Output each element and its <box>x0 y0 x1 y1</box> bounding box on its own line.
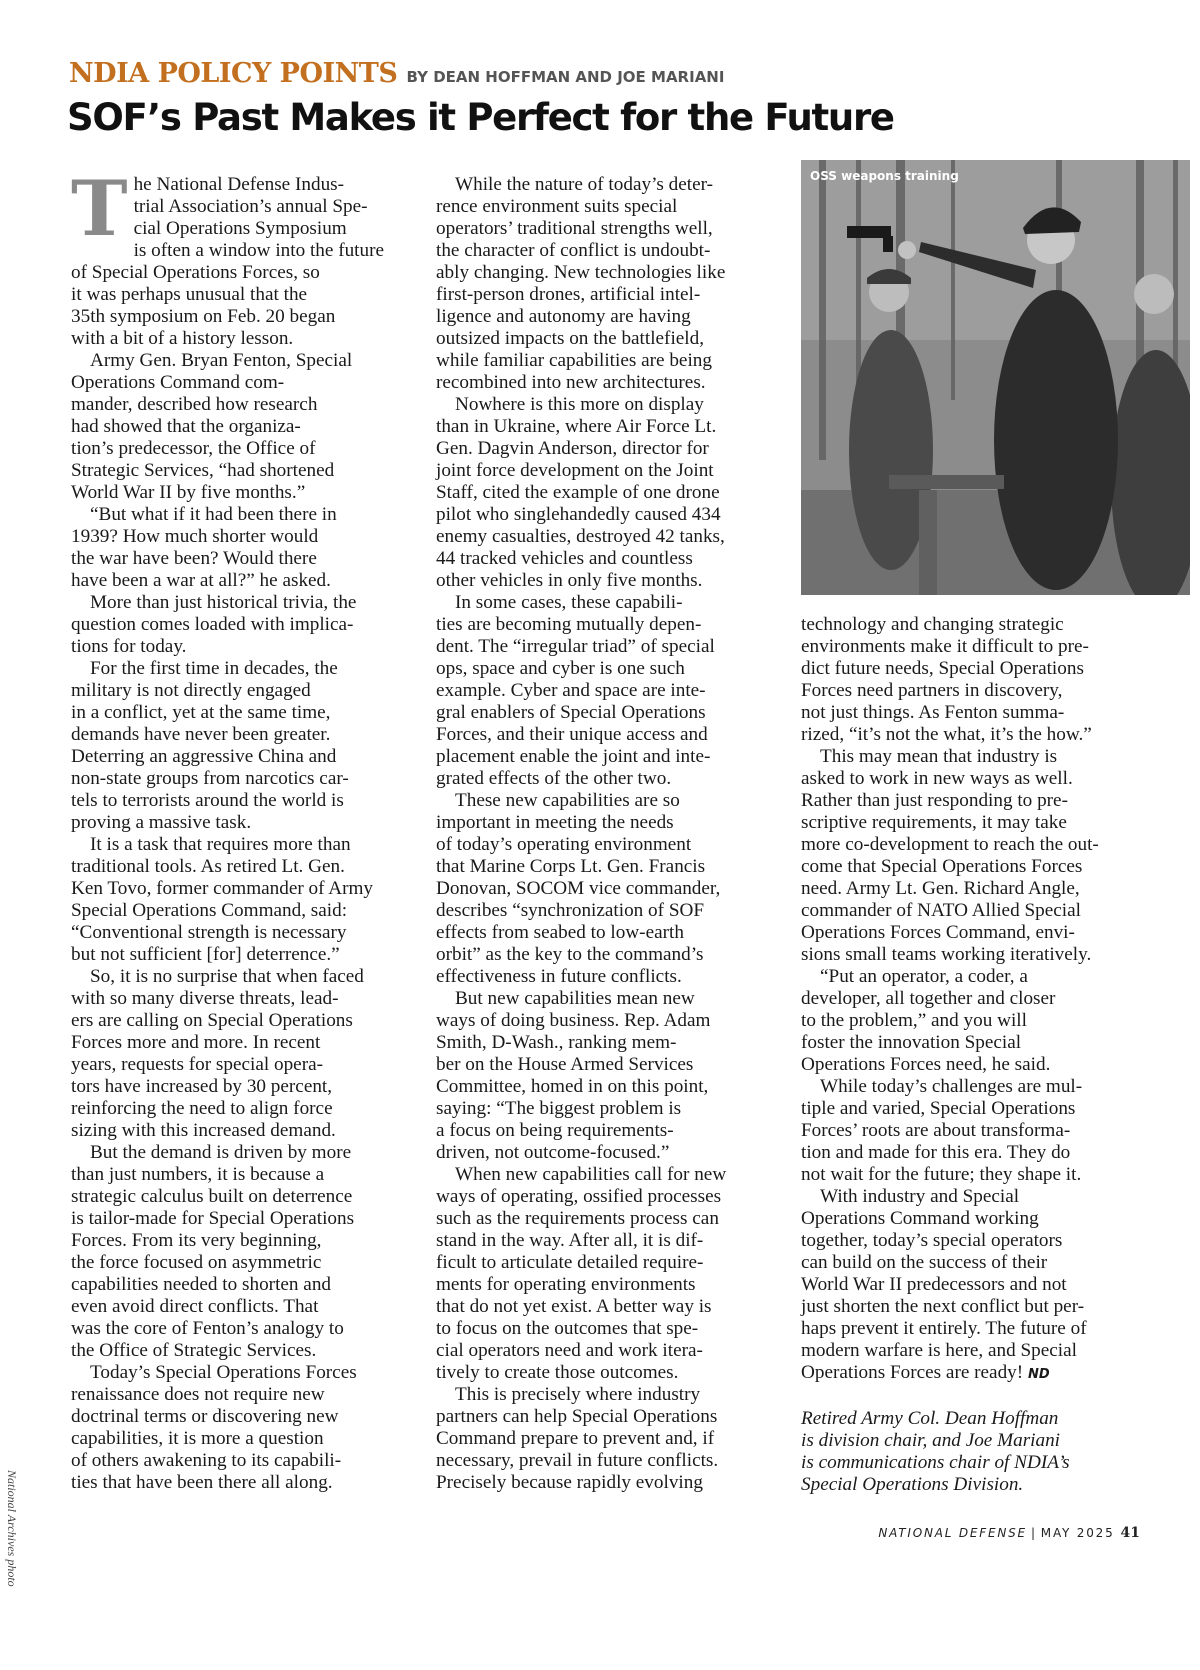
text-line: ways of doing business. Rep. Adam <box>436 1010 711 1031</box>
text-line: Nowhere is this more on display <box>455 394 704 415</box>
text-line: 35th symposium on Feb. 20 began <box>71 306 336 327</box>
text-line: enemy casualties, destroyed 42 tanks, <box>436 526 725 547</box>
text-line: important in meeting the needs <box>436 812 674 833</box>
byline: BY DEAN HOFFMAN AND JOE MARIANI <box>406 68 725 86</box>
text-line: tively to create those outcomes. <box>436 1362 679 1383</box>
text-line: outsized impacts on the battlefield, <box>436 328 705 349</box>
author-bio <box>801 1408 1133 1496</box>
text-line: need. Army Lt. Gen. Richard Angle, <box>801 878 1080 899</box>
text-line: come that Special Operations Forces <box>801 856 1083 877</box>
text-line: ments for operating environments <box>436 1274 696 1295</box>
text-line: first-person drones, artificial intel- <box>436 284 701 305</box>
text-line: a focus on being requirements- <box>436 1120 674 1141</box>
text-line: effects from seabed to low-earth <box>436 922 684 943</box>
text-line: Ken Tovo, former commander of Army <box>71 878 374 899</box>
text-line: he National Defense Indus- <box>133 174 345 195</box>
text-line: renaissance does not require new <box>71 1384 325 1405</box>
text-line: ops, space and cyber is one such <box>436 658 685 679</box>
text-line: Command prepare to prevent and, if <box>436 1428 715 1449</box>
text-line: Donovan, SOCOM vice commander, <box>436 878 721 899</box>
text-line: But the demand is driven by more <box>90 1142 352 1163</box>
text-line: foster the innovation Special <box>801 1032 1022 1053</box>
text-line: technology and changing strategic <box>801 614 1064 635</box>
drop-cap: T <box>71 164 128 253</box>
text-line: of others awakening to its capabili- <box>71 1450 342 1471</box>
text-line: in a conflict, yet at the same time, <box>71 702 331 723</box>
text-line: than in Ukraine, where Air Force Lt. <box>436 416 717 437</box>
photo-caption: OSS weapons training <box>810 169 959 183</box>
text-line: This may mean that industry is <box>820 746 1058 767</box>
text-line: not just things. As Fenton summa- <box>801 702 1065 723</box>
text-line: capabilities needed to shorten and <box>71 1274 332 1295</box>
text-line: pilot who singlehandedly caused 434 <box>436 504 721 525</box>
text-line: Special Operations Command, said: <box>71 900 348 921</box>
text-line: than just numbers, it is because a <box>71 1164 325 1185</box>
text-line: traditional tools. As retired Lt. Gen. <box>71 856 345 877</box>
text-line: example. Cyber and space are inte- <box>436 680 706 701</box>
text-line: environments make it difficult to pre- <box>801 636 1089 657</box>
text-line: the war have been? Would there <box>71 548 317 569</box>
text-line: strategic calculus built on deterrence <box>71 1186 353 1207</box>
bio-line: is division chair, and Joe Mariani <box>801 1430 1061 1451</box>
text-line: capabilities, it is more a question <box>71 1428 324 1449</box>
text-line: Smith, D-Wash., ranking mem- <box>436 1032 677 1053</box>
text-line: But new capabilities mean new <box>455 988 695 1009</box>
text-line: World War II by five months.” <box>71 482 306 503</box>
text-line: the force focused on asymmetric <box>71 1252 322 1273</box>
text-line: Staff, cited the example of one drone <box>436 482 720 503</box>
text-line: gral enablers of Special Operations <box>436 702 706 723</box>
text-line: doctrinal terms or discovering new <box>71 1406 339 1427</box>
text-line: tions for today. <box>71 636 187 657</box>
text-line: just shorten the next conflict but per- <box>801 1296 1085 1317</box>
text-line: sions small teams working iteratively. <box>801 944 1092 965</box>
text-line: Forces, and their unique access and <box>436 724 708 745</box>
photo-illustration <box>801 160 1190 595</box>
text-line: saying: “The biggest problem is <box>436 1098 682 1119</box>
footer-separator: | <box>1030 1526 1037 1540</box>
text-line: Strategic Services, “had shortened <box>71 460 335 481</box>
text-line: proving a massive task. <box>71 812 252 833</box>
text-line: cial Operations Symposium <box>133 218 347 239</box>
publication-name: NATIONAL DEFENSE <box>878 1526 1027 1540</box>
text-line: It is a task that requires more than <box>90 834 351 855</box>
bio-line: Retired Army Col. Dean Hoffman <box>801 1408 1059 1429</box>
text-line: Forces’ roots are about transforma- <box>801 1120 1071 1141</box>
text-line: necessary, prevail in future conflicts. <box>436 1450 719 1471</box>
text-line: that Marine Corps Lt. Gen. Francis <box>436 856 706 877</box>
text-line: developer, all together and closer <box>801 988 1056 1009</box>
text-line: placement enable the joint and inte- <box>436 746 711 767</box>
text-line <box>801 1362 1133 1386</box>
text-line: ligence and autonomy are having <box>436 306 691 327</box>
text-line: sizing with this increased demand. <box>71 1120 336 1141</box>
text-line: While the nature of today’s deter- <box>455 174 714 195</box>
text-line: stand in the way. After all, it is dif- <box>436 1230 704 1251</box>
text-line: describes “synchronization of SOF <box>436 900 705 921</box>
text-line: years, requests for special opera- <box>71 1054 323 1075</box>
text-line: rized, “it’s not the what, it’s the how.” <box>801 724 1092 745</box>
text-line: Precisely because rapidly evolving <box>436 1472 703 1493</box>
bio-line: Special Operations Division. <box>801 1474 1024 1495</box>
text-line: operators’ traditional strengths well, <box>436 218 713 239</box>
text-line: mander, described how research <box>71 394 318 415</box>
text-line: Operations Command working <box>801 1208 1039 1229</box>
text-line: tors have increased by 30 percent, <box>71 1076 333 1097</box>
text-line: In some cases, these capabili- <box>455 592 683 613</box>
text-line: Today’s Special Operations Forces <box>90 1362 357 1383</box>
text-line: tiple and varied, Special Operations <box>801 1098 1076 1119</box>
text-line: effectiveness in future conflicts. <box>436 966 682 987</box>
text-line: Committee, homed in on this point, <box>436 1076 709 1097</box>
text-line: have been a war at all?” he asked. <box>71 570 331 591</box>
headline: SOF’s Past Makes it Perfect for the Future <box>67 96 894 139</box>
text-line: While today’s challenges are mul- <box>820 1076 1083 1097</box>
text-line: Deterring an aggressive China and <box>71 746 337 767</box>
text-line: This is precisely where industry <box>455 1384 701 1405</box>
page-footer <box>878 1525 1140 1541</box>
text-line: the character of conflict is undoubt- <box>436 240 711 261</box>
text-line: scriptive requirements, it may take <box>801 812 1067 833</box>
text-line: 44 tracked vehicles and countless <box>436 548 693 569</box>
text-line: Army Gen. Bryan Fenton, Special <box>90 350 353 371</box>
text-line: that do not yet exist. A better way is <box>436 1296 712 1317</box>
text-line: cial operators need and work itera- <box>436 1340 703 1361</box>
text-line: haps prevent it entirely. The future of <box>801 1318 1087 1339</box>
text-line: is often a window into the future <box>133 240 385 261</box>
text-line: For the first time in decades, the <box>90 658 338 679</box>
text-line: More than just historical trivia, the <box>90 592 357 613</box>
text-line: while familiar capabilities are being <box>436 350 712 371</box>
text-line: of today’s operating environment <box>436 834 692 855</box>
oss-weapons-training-photo <box>801 160 1190 595</box>
text-line: was the core of Fenton’s analogy to <box>71 1318 344 1339</box>
text-line: tion and made for this era. They do <box>801 1142 1071 1163</box>
text-line: together, today’s special operators <box>801 1230 1063 1251</box>
text-line: trial Association’s annual Spe- <box>133 196 368 217</box>
text-line: demands have never been greater. <box>71 724 331 745</box>
text-line: These new capabilities are so <box>455 790 680 811</box>
bio-line: is communications chair of NDIA’s <box>801 1452 1070 1473</box>
text-line: ably changing. New technologies like <box>436 262 726 283</box>
text-line: ways of operating, ossified processes <box>436 1186 722 1207</box>
text-line: military is not directly engaged <box>71 680 311 701</box>
text-line: Gen. Dagvin Anderson, director for <box>436 438 709 459</box>
text-line: Forces. From its very beginning, <box>71 1230 322 1251</box>
text-line: Operations Forces need, he said. <box>801 1054 1051 1075</box>
article-column-3 <box>801 614 1133 1496</box>
text-line: ers are calling on Special Operations <box>71 1010 353 1031</box>
issue-date: MAY 2025 <box>1040 1526 1115 1540</box>
text-line: Operations Forces Command, envi- <box>801 922 1075 943</box>
text-line: had showed that the organiza- <box>71 416 301 437</box>
text-line-content: Operations Forces are ready! <box>801 1362 1024 1383</box>
text-line: but not sufficient [for] deterrence.” <box>71 944 340 965</box>
text-line: non-state groups from narcotics car- <box>71 768 349 789</box>
page-number: 41 <box>1120 1525 1140 1541</box>
text-line: dent. The “irregular triad” of special <box>436 636 715 657</box>
text-line: commander of NATO Allied Special <box>801 900 1081 921</box>
text-line: even avoid direct conflicts. That <box>71 1296 319 1317</box>
text-line: not wait for the future; they shape it. <box>801 1164 1082 1185</box>
text-line: Operations Command com- <box>71 372 285 393</box>
text-line: the Office of Strategic Services. <box>71 1340 317 1361</box>
text-line: 1939? How much shorter would <box>71 526 319 547</box>
text-line: joint force development on the Joint <box>436 460 714 481</box>
text-line: tels to terrorists around the world is <box>71 790 344 811</box>
text-line: it was perhaps unusual that the <box>71 284 308 305</box>
text-line: rence environment suits special <box>436 196 678 217</box>
text-line: asked to work in new ways as well. <box>801 768 1073 789</box>
text-line: When new capabilities call for new <box>455 1164 727 1185</box>
text-line: with a bit of a history lesson. <box>71 328 294 349</box>
text-line: tion’s predecessor, the Office of <box>71 438 316 459</box>
end-mark: ND <box>1027 1367 1050 1382</box>
text-line: “Conventional strength is necessary <box>71 922 347 943</box>
text-line: more co-development to reach the out- <box>801 834 1099 855</box>
text-line: ber on the House Armed Services <box>436 1054 694 1075</box>
text-line: grated effects of the other two. <box>436 768 672 789</box>
text-line: can build on the success of their <box>801 1252 1048 1273</box>
text-line: reinforcing the need to align force <box>71 1098 333 1119</box>
text-line: is tailor-made for Special Operations <box>71 1208 355 1229</box>
text-line: ties are becoming mutually depen- <box>436 614 702 635</box>
text-line: modern warfare is here, and Special <box>801 1340 1077 1361</box>
text-line: orbit” as the key to the command’s <box>436 944 704 965</box>
article-column-1 <box>71 164 403 1494</box>
photo-credit: National Archives photo <box>5 1470 19 1587</box>
text-line: Forces more and more. In recent <box>71 1032 321 1053</box>
text-line: So, it is no surprise that when faced <box>90 966 364 987</box>
text-line: recombined into new architectures. <box>436 372 706 393</box>
text-line: of Special Operations Forces, so <box>71 262 320 283</box>
text-line: other vehicles in only five months. <box>436 570 703 591</box>
text-line: ficult to articulate detailed require- <box>436 1252 704 1273</box>
text-line: driven, not outcome-focused.” <box>436 1142 670 1163</box>
text-line: to the problem,” and you will <box>801 1010 1027 1031</box>
text-line: “Put an operator, a coder, a <box>820 966 1028 987</box>
text-line: “But what if it had been there in <box>90 504 337 525</box>
text-line: Rather than just responding to pre- <box>801 790 1068 811</box>
text-line: such as the requirements process can <box>436 1208 719 1229</box>
section-label: NDIA POLICY POINTS <box>69 58 398 89</box>
text-line: ties that have been there all along. <box>71 1472 333 1493</box>
text-line: With industry and Special <box>820 1186 1020 1207</box>
text-line: Forces need partners in discovery, <box>801 680 1063 701</box>
text-line: World War II predecessors and not <box>801 1274 1067 1295</box>
text-line: partners can help Special Operations <box>436 1406 718 1427</box>
text-line: dict future needs, Special Operations <box>801 658 1084 679</box>
text-line: with so many diverse threats, lead- <box>71 988 339 1009</box>
kicker <box>69 58 724 89</box>
text-line: question comes loaded with implica- <box>71 614 354 635</box>
article-column-2 <box>436 174 768 1494</box>
text-line: to focus on the outcomes that spe- <box>436 1318 699 1339</box>
